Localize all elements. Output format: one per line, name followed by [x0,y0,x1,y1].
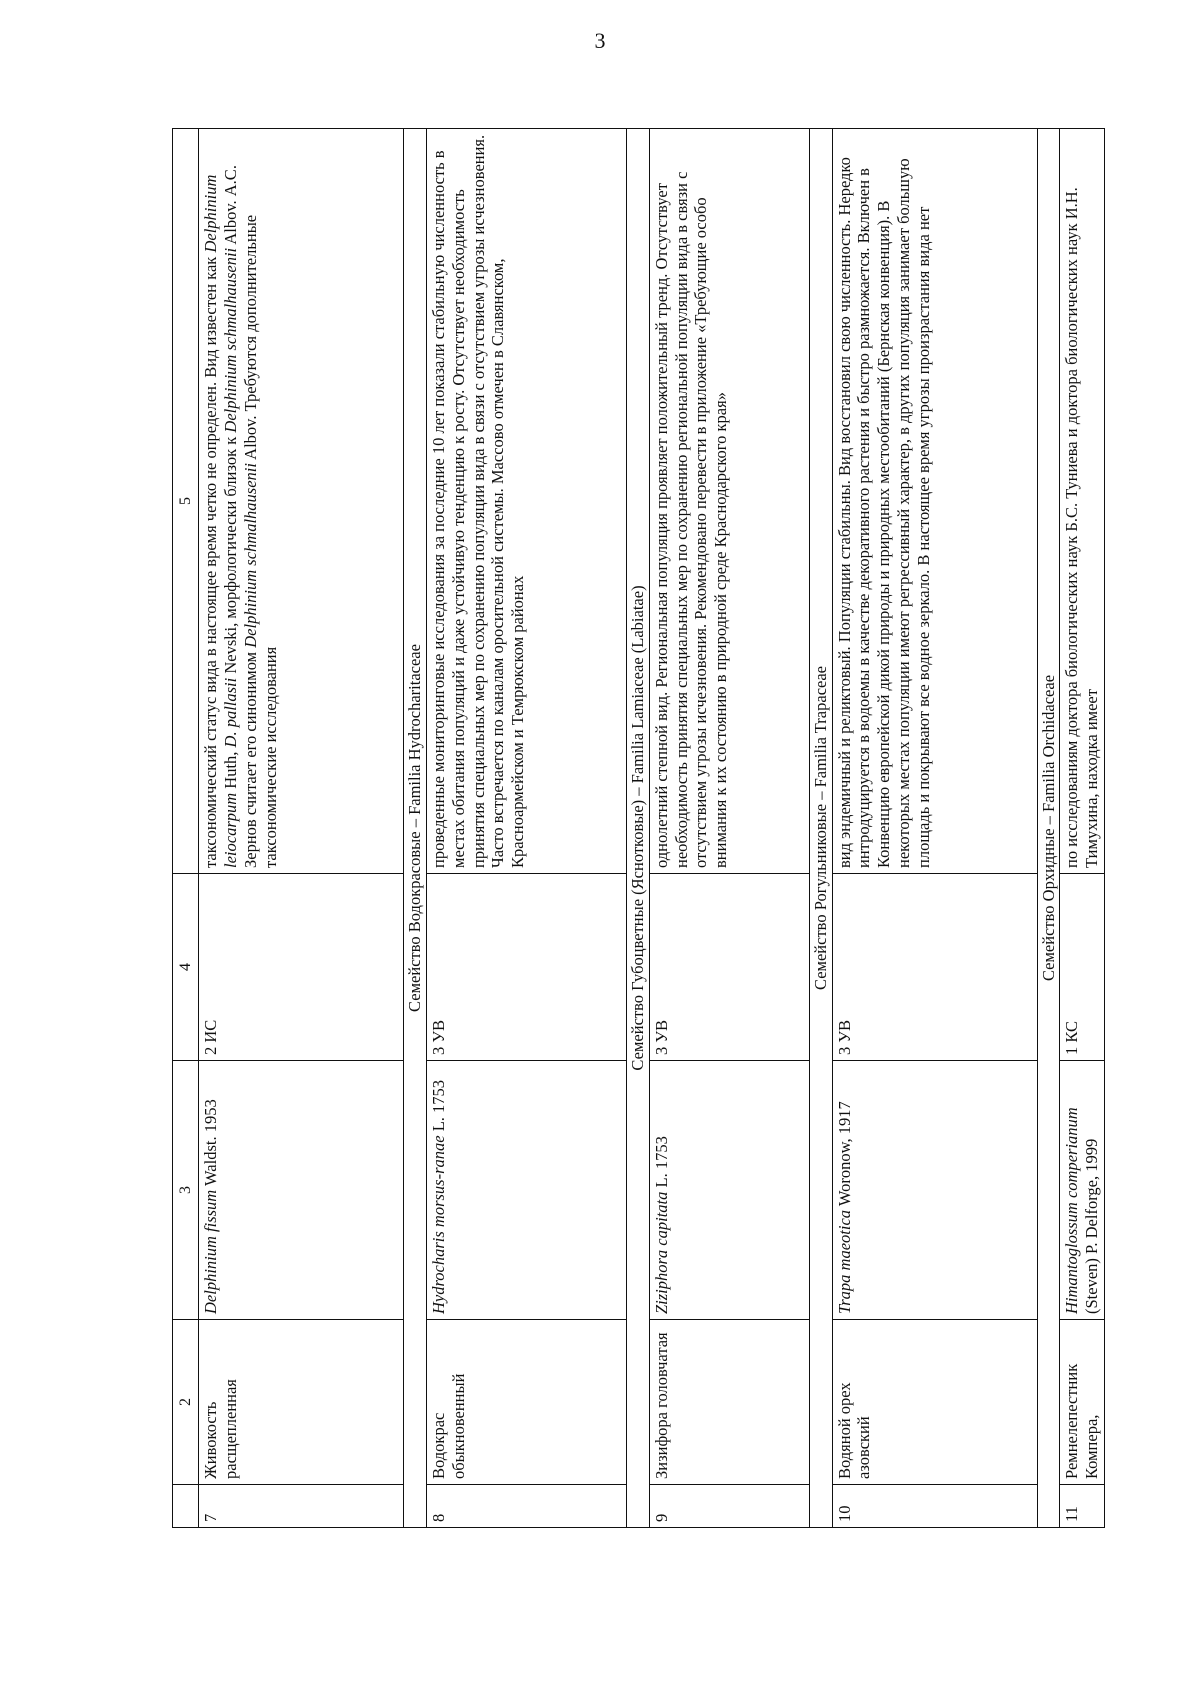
family-row [626,129,649,1528]
status-category: 2 ИС [199,874,404,1061]
family-heading: Семейство Орхидные – Familia Orchidaceae [1037,129,1060,1528]
family-row [404,129,427,1528]
table-row [199,129,404,1528]
species-note: вид эндемичный и реликтовый. Популяции стабильны. Вид восстановил свою численность. Нередко интродуцируется в водоемы в качестве декоративного растения и быстро размножается. Включен в Конвенцию европейской дикой природы и природных местообитаний (Бернская конвенция). В некоторых местах популяции имеют регрессивный характер, в других популяция занимает большую площадь и покрывают все водное зеркало. В настоящее время угрозы произрастания вида нет [832,129,1037,874]
header-cell-5: 5 [173,129,199,874]
table-row [649,129,809,1528]
note-text: Nevski, морфологически близок к [220,432,240,678]
species-russian-name: Ремнелепестник Компера, [1060,1320,1105,1485]
row-number: 7 [199,1485,404,1528]
latin-author: L. 1753 [651,1136,671,1192]
row-number: 8 [426,1485,626,1528]
header-cell-2: 2 [173,1320,199,1485]
note-latin: Delphinium schmalhausenii [240,463,260,648]
note-latin: Delphinium schmalhausenii [220,247,240,433]
family-row [1037,129,1060,1528]
note-text: таксономический статус вида в настоящее время четко не определен. Вид известен как [201,252,221,868]
species-russian-name: Водокрас обыкновенный [426,1320,626,1485]
latin-author: L. 1753 [428,1079,448,1136]
header-cell-4: 4 [173,874,199,1061]
species-latin-name [426,1061,626,1320]
species-latin-name [649,1061,809,1320]
family-row [809,129,832,1528]
status-category: 3 УВ [649,874,809,1061]
latin-author: Waldst. 1953 [201,1099,221,1190]
species-note: по исследованиям доктора биологических наук Б.С. Туниева и доктора биологических наук И.Н. Тимухина, находка имеет [1060,129,1105,874]
species-note: проведенные мониторинговые исследования за последние 10 лет показали стабильную численность в местах обитания популяций и даже устойчивую тенденцию к росту. Отсутствует необходимость принятия специальных мер по сохранению популяции вида в связи с отсутствием угрозы исчезновения. Часто встречается по каналам оросительной системы. Массово отмечен в Славянском, Красноармейском и Темрюкском районах [426,129,626,874]
status-category: 3 УВ [832,874,1037,1061]
family-heading: Семейство Водокрасовые – Familia Hydrocharitaceae [404,129,427,1528]
latin-author: (Steven) P. Delforge, 1999 [1082,1138,1102,1314]
species-latin-name [832,1061,1037,1320]
latin-genus: Himantoglossum comperianum [1062,1107,1082,1314]
note-latin: D. pallasii [220,677,240,748]
latin-genus: Hydrocharis morsus-ranae [428,1135,448,1314]
rotated-table-container [172,128,1102,1528]
table-row [1060,129,1105,1528]
table-row [426,129,626,1528]
species-russian-name: Живокость расщепленная [199,1320,404,1485]
note-latin: Delphinium leiocarpum [201,174,240,868]
row-number: 10 [832,1485,1037,1528]
row-number: 11 [1060,1485,1105,1528]
family-heading: Семейство Губоцветные (Яснотковые) – Familia Lamiaceae (Labiatae) [626,129,649,1528]
latin-genus: Delphinium fissum [201,1189,221,1314]
status-category: 1 КС [1060,874,1105,1061]
status-category: 3 УВ [426,874,626,1061]
species-russian-name: Водяной орех азовский [832,1320,1037,1485]
note-text: Albov. Требуются дополнительные таксономические исследования [240,214,280,868]
species-russian-name: Зизифора головчатая [649,1320,809,1485]
species-note: однолетний степной вид. Региональная популяция проявляет положительный тренд. Отсутствует необходимость принятия специальных мер по сохранению региональной популяции вида в связи с отсутствием угрозы исчезновения. Рекомендовано перевести в приложение «Требующие особо внимания к их состоянию в природной среде Краснодарского края» [649,129,809,874]
table-header-row [173,129,199,1528]
header-cell-1 [173,1485,199,1528]
header-cell-3: 3 [173,1061,199,1320]
table-row [832,129,1037,1528]
species-latin-name [199,1061,404,1320]
species-latin-name [1060,1061,1105,1320]
latin-genus: Ziziphora capitata [651,1191,671,1314]
page-number: 3 [594,28,606,53]
note-text: Huth, [220,747,240,793]
family-heading: Семейство Рогульниковые – Familia Trapaceae [809,129,832,1528]
latin-author: Woronow, 1917 [834,1101,854,1210]
species-table [172,128,1105,1528]
species-note [199,129,404,874]
latin-genus: Trapa maeotica [834,1209,854,1314]
row-number: 9 [649,1485,809,1528]
note-text: Albov. А.С. Зернов считает его синонимом [220,165,260,868]
